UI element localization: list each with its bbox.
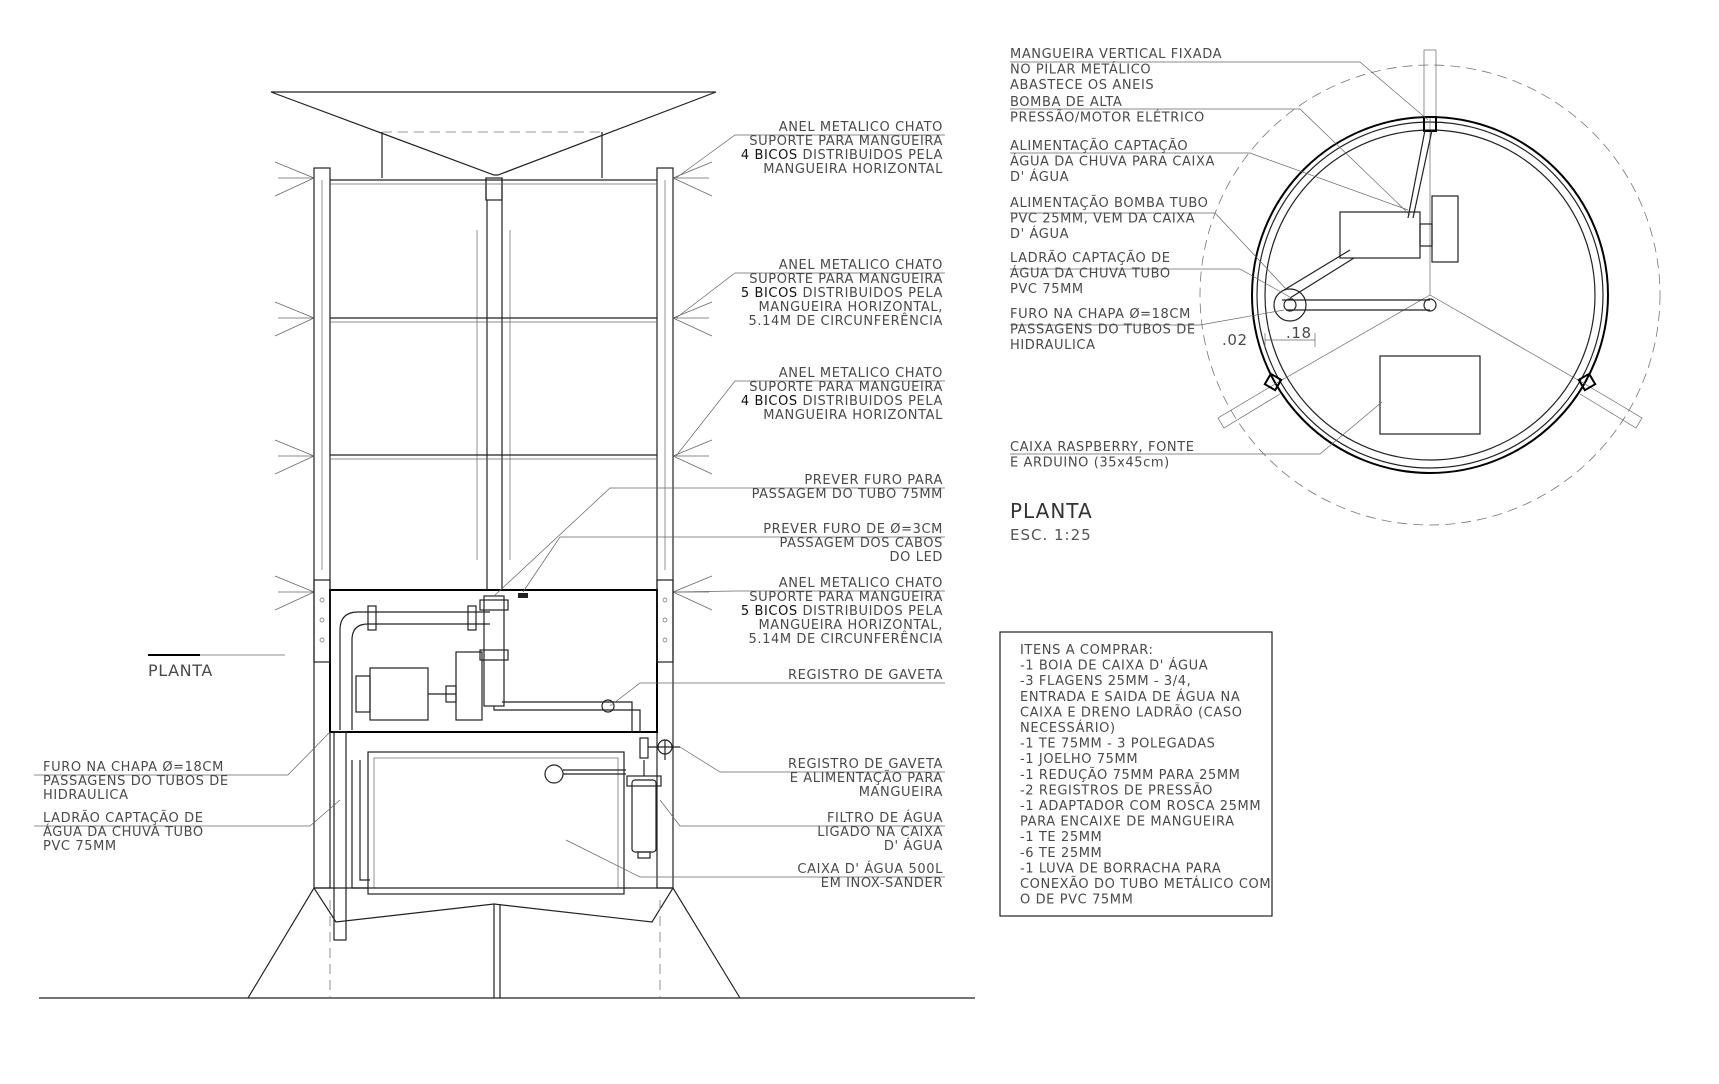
anel2-label-line: SUPORTE PARA MANGUEIRA: [749, 272, 943, 287]
pump: [356, 652, 482, 720]
anel3-label-line: 4 BICOS DISTRIBUIDOS PELA: [740, 394, 943, 409]
shopping-item: NECESSÁRIO): [1020, 721, 1116, 736]
ladrao-label-line: ÁGUA DA CHUVA TUBO: [43, 825, 204, 840]
plan-caixa_rasp-label-line: E ARDUINO (35x45cm): [1010, 455, 1170, 471]
plan-furo-label-line: HIDRAULICA: [1010, 338, 1096, 353]
furo_led-label-line: DO LED: [889, 550, 943, 565]
plan-labels: [1010, 47, 1222, 471]
shopping-item: -1 REDUÇÃO 75MM PARA 25MM: [1020, 767, 1241, 783]
nozzles-left: [275, 162, 314, 610]
shopping-item: ITENS A COMPRAR:: [1020, 643, 1154, 658]
plan-bomba-label-line: BOMBA DE ALTA: [1010, 95, 1123, 110]
shopping-item: -1 LUVA DE BORRACHA PARA: [1020, 861, 1222, 877]
shopping-item: PARA ENCAIXE DE MANGUEIRA: [1020, 814, 1235, 830]
registro2-label-line: E ALIMENTAÇÃO PARA: [789, 771, 943, 786]
shopping-item: CONEXÃO DO TUBO METÁLICO COM: [1020, 877, 1272, 892]
plan-alimentacao-label-line: ÁGUA DA CHUVA PARA CAIXA: [1010, 154, 1215, 170]
plan-mangueira-label-line: MANGUEIRA VERTICAL FIXADA: [1010, 47, 1223, 62]
anel1-label-line: SUPORTE PARA MANGUEIRA: [749, 134, 943, 149]
plan-pump: [1340, 130, 1458, 262]
furo_tubo-label-line: PASSAGEM DO TUBO 75MM: [751, 487, 943, 502]
anel1-label-line: MANGUEIRA HORIZONTAL: [763, 162, 943, 177]
shopping-item: CAIXA E DRENO LADRÃO (CASO: [1020, 705, 1243, 721]
shopping-item: ENTRADA E SAIDA DE ÁGUA NA: [1020, 689, 1241, 705]
dim-02: .02: [1222, 331, 1248, 349]
filtro-label-line: FILTRO DE ÁGUA: [826, 811, 943, 826]
plan-bomba-label-line: PRESSÃO/MOTOR ELÉTRICO: [1010, 110, 1205, 126]
gate-valve: [640, 738, 680, 760]
plan-ladrao-label-line: LADRÃO CAPTAÇÃO DE: [1010, 251, 1171, 266]
plan-title: PLANTA: [1010, 499, 1093, 523]
anel4-label-line: ANEL METALICO CHATO: [778, 576, 943, 591]
planta-reference: PLANTA: [148, 661, 213, 680]
water-filter: [627, 760, 661, 858]
shopping-item: -1 BOIA DE CAIXA D' ÁGUA: [1020, 658, 1209, 674]
shopping-item: O DE PVC 75MM: [1020, 892, 1134, 908]
plan-mangueira-label-line: NO PILAR METÁLICO: [1010, 62, 1152, 78]
anel4-label-line: 5.14M DE CIRCUNFERÊNCIA: [748, 632, 943, 647]
equipment-compartment: [330, 590, 657, 732]
anel3-label-line: ANEL METALICO CHATO: [778, 366, 943, 381]
plan-alimentacao-label-line: D' ÁGUA: [1010, 170, 1070, 185]
anel1-label-line: 4 BICOS DISTRIBUIDOS PELA: [740, 148, 943, 163]
dim-18: .18: [1286, 324, 1312, 342]
anel3-label-line: SUPORTE PARA MANGUEIRA: [749, 380, 943, 395]
shopping-item: -1 TE 75MM - 3 POLEGADAS: [1020, 736, 1216, 752]
shopping-item: -2 REGISTROS DE PRESSÃO: [1020, 783, 1213, 799]
plan-alimentacao-label-line: ALIMENTAÇÃO CAPTAÇÃO: [1010, 139, 1189, 154]
shopping-list: [1020, 643, 1271, 908]
ladrao-label-line: PVC 75MM: [43, 839, 117, 854]
raspberry-box: [1380, 356, 1480, 434]
ladrao-label-line: LADRÃO CAPTAÇÃO DE: [43, 811, 204, 826]
anel1-label-line: ANEL METALICO CHATO: [778, 120, 943, 135]
plan-pipes: [1274, 250, 1436, 321]
furo_tubo-label-line: PREVER FURO PARA: [804, 473, 943, 488]
anel4-label-line: MANGUEIRA HORIZONTAL,: [758, 618, 943, 633]
shopping-item: -1 TE 25MM: [1020, 830, 1103, 846]
anel4-label-line: 5 BICOS DISTRIBUIDOS PELA: [740, 604, 943, 619]
nozzles-right: [673, 162, 712, 610]
caixa-label-line: CAIXA D' ÁGUA 500L: [797, 862, 943, 877]
shopping-item: -3 FLAGENS 25MM - 3/4,: [1020, 674, 1192, 690]
caixa-label-line: EM INOX-SANDER: [820, 876, 943, 891]
registro2-label-line: MANGUEIRA: [858, 785, 943, 800]
shopping-item: -1 JOELHO 75MM: [1020, 752, 1139, 768]
plan-alim_bomba-label-line: ALIMENTAÇÃO BOMBA TUBO: [1010, 196, 1209, 211]
plan-caixa_rasp-label-line: CAIXA RASPBERRY, FONTE: [1010, 440, 1195, 455]
plan-mangueira-label-line: ABASTECE OS ANEIS: [1010, 78, 1155, 93]
water-tank: [352, 752, 626, 894]
furo_chapa-label-line: FURO NA CHAPA Ø=18CM: [43, 760, 224, 775]
furo_chapa-label-line: HIDRAULICA: [43, 788, 129, 803]
plan-ladrao-label-line: ÁGUA DA CHUVA TUBO: [1010, 266, 1171, 282]
shopping-item: -6 TE 25MM: [1020, 845, 1103, 861]
shopping-item: -1 ADAPTADOR COM ROSCA 25MM: [1020, 799, 1262, 814]
furo_chapa-label-line: PASSAGENS DO TUBOS DE: [43, 774, 229, 789]
furo_led-label-line: PASSAGEM DOS CABOS: [779, 536, 943, 551]
registro1-label-line: REGISTRO DE GAVETA: [788, 668, 943, 683]
filtro-label-line: D' ÁGUA: [883, 839, 943, 854]
rings: [330, 180, 657, 459]
plan-ladrao-label-line: PVC 75MM: [1010, 282, 1084, 297]
elevation-labels: [43, 120, 943, 891]
pipes: [340, 596, 640, 732]
filtro-label-line: LIGADO NA CAIXA: [817, 825, 943, 840]
plan-alim_bomba-label-line: PVC 25MM, VEM DA CAIXA: [1010, 211, 1196, 227]
anel2-label-line: 5 BICOS DISTRIBUIDOS PELA: [740, 286, 943, 301]
plan-furo-label-line: PASSAGENS DO TUBOS DE: [1010, 322, 1196, 338]
plan-furo-label-line: FURO NA CHAPA Ø=18CM: [1010, 307, 1191, 322]
anel4-label-line: SUPORTE PARA MANGUEIRA: [749, 590, 943, 605]
anel2-label-line: ANEL METALICO CHATO: [778, 258, 943, 273]
plan-scale: ESC. 1:25: [1010, 526, 1092, 544]
registro2-label-line: REGISTRO DE GAVETA: [788, 757, 943, 772]
anel3-label-line: MANGUEIRA HORIZONTAL: [763, 408, 943, 423]
anel2-label-line: 5.14M DE CIRCUNFERÊNCIA: [748, 314, 943, 329]
furo_led-label-line: PREVER FURO DE Ø=3CM: [763, 522, 943, 537]
plan-alim_bomba-label-line: D' ÁGUA: [1010, 227, 1070, 242]
anel2-label-line: MANGUEIRA HORIZONTAL,: [758, 300, 943, 315]
funnel-top: [271, 92, 716, 175]
